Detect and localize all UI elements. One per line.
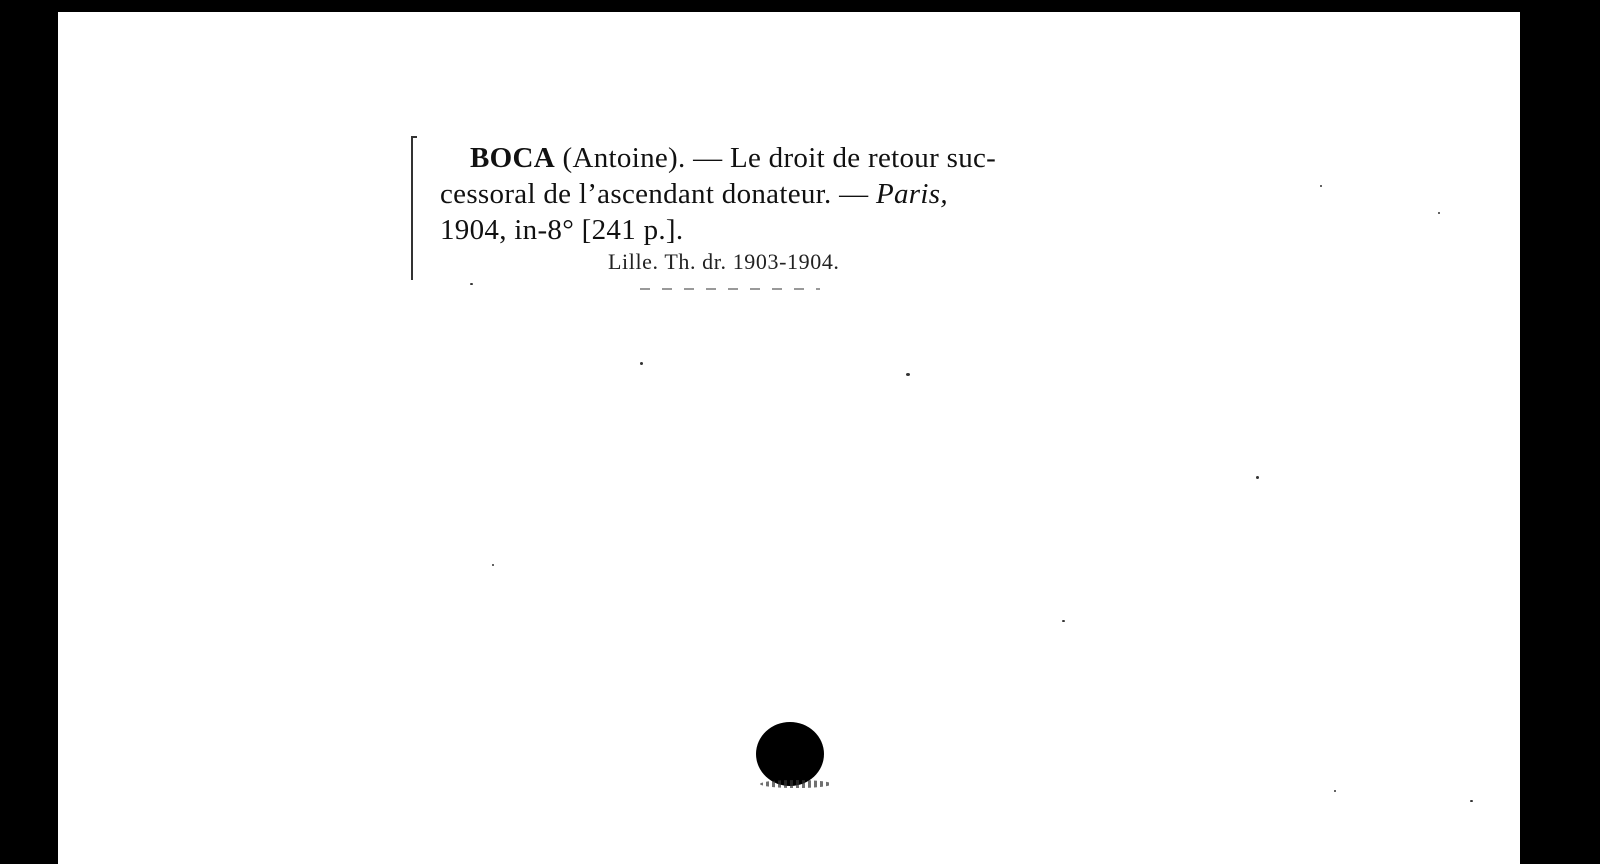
- thesis-note: Lille. Th. dr. 1903-1904.: [608, 249, 840, 274]
- entry-line-1-text: (Antoine). — Le droit de retour suc-: [555, 142, 997, 174]
- entry-line-2-text: cessoral de l’ascendant donateur. —: [440, 178, 876, 210]
- dust-speck: [1334, 790, 1336, 792]
- punch-hole: [756, 722, 824, 786]
- dust-speck: [470, 283, 473, 285]
- entry-line-3: 1904, in-8° [241 p.].: [440, 214, 684, 246]
- dust-speck: [492, 564, 494, 566]
- author-surname: BOCA: [470, 142, 555, 174]
- dust-speck: [1062, 620, 1065, 622]
- dust-speck: [1470, 800, 1473, 802]
- entry-line-2: [440, 176, 1100, 212]
- dust-speck: [906, 373, 910, 376]
- dust-speck: [1438, 212, 1440, 214]
- dust-speck: [1256, 476, 1259, 479]
- punch-hole-edge: [760, 780, 832, 788]
- faint-underline-mark: [640, 288, 820, 290]
- entry-line-1: [440, 140, 1100, 176]
- catalog-entry: [440, 140, 1100, 248]
- dust-speck: [640, 362, 643, 365]
- publication-place: Paris,: [875, 178, 948, 210]
- entry-bracket: [411, 136, 413, 280]
- dust-speck: [1320, 185, 1322, 187]
